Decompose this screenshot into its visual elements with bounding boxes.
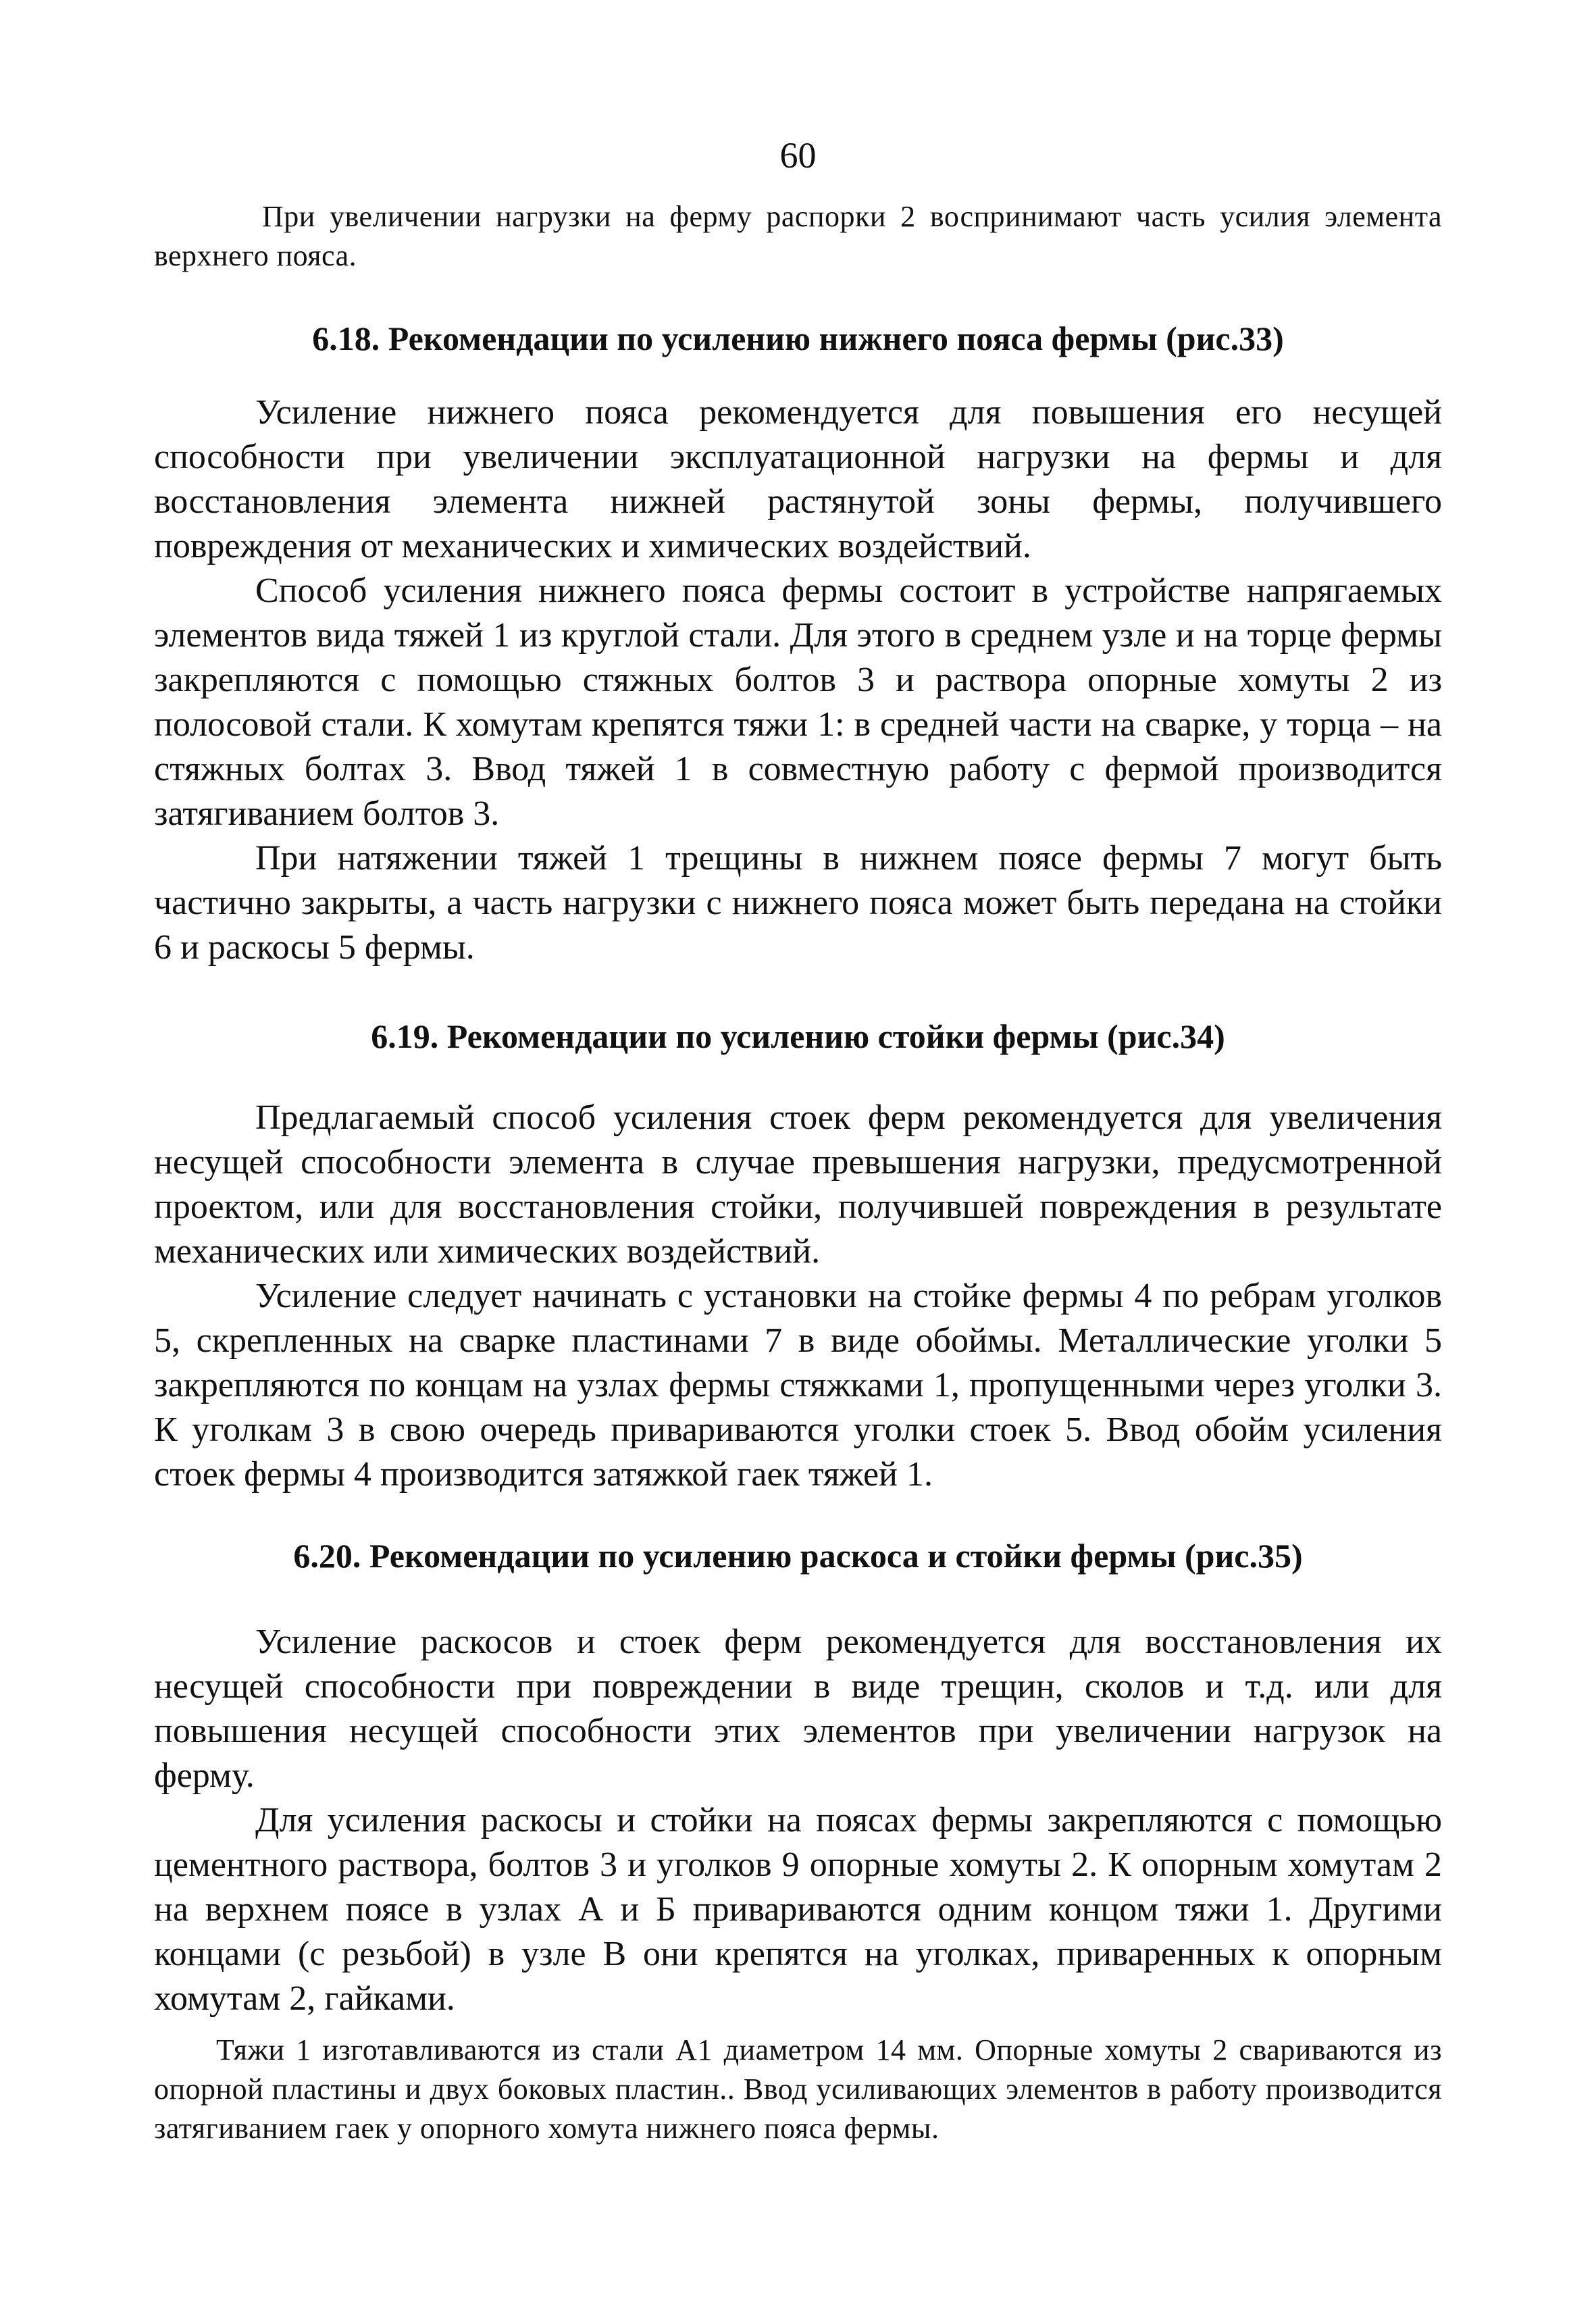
paragraph: Предлагаемый способ усиления стоек ферм рекомендуется для увеличения несущей способности элемента в случае превышения нагрузки, предусмотренной проектом, или для восстановления стойки, получившей повреждения в результате механических или химических воздействий. [154,1098,1442,1271]
paragraph: Усиление следует начинать с установки на стойке фермы 4 по ребрам уголков 5, скрепленных на сварке пластинами 7 в виде обоймы. Металлические уголки 5 закрепляются по концам на узлах фермы стяжками 1, пропущенными через уголки 3. К уголкам 3 в свою очередь привариваются уголки стоек 5. Ввод обойм усиления стоек фермы 4 производится затяжкой гаек тяжей 1. [154,1277,1442,1494]
section-body-6-20-last [154,2031,1442,2148]
paragraph: Усиление нижнего пояса рекомендуется для повышения его несущей способности при увеличении эксплуатационной нагрузки на фермы и для восстановления элемента нижней растянутой зоны фермы, получившего повреждения от механических и химических воздействий. [154,393,1442,565]
paragraph: Тяжи 1 изготавливаются из стали А1 диаметром 14 мм. Опорные хомуты 2 свариваются из опорной пластины и двух боковых пластин.. Ввод усиливающих элементов в работу производится затягиванием гаек у опорного хомута нижнего пояса фермы. [154,2033,1442,2145]
section-body-6-18 [154,390,1442,970]
section-heading-6-20: 6.20. Рекомендации по усилению раскоса и стойки фермы (рис.35) [293,1537,1303,1575]
section-body-6-19 [154,1096,1442,1497]
section-body-6-20 [154,1620,1442,2021]
section-heading-6-18: 6.18. Рекомендации по усилению нижнего пояса фермы (рис.33) [312,320,1284,357]
paragraph: Способ усиления нижнего пояса фермы состоит в устройстве напрягаемых элементов вида тяжей 1 из круглой стали. Для этого в среднем узле и на торце фермы закрепляются с помощью стяжных болтов 3 и раствора опорные хомуты 2 из полосовой стали. К хомутам крепятся тяжи 1: в средней части на сварке, у торца – на стяжных болтах 3. Ввод тяжей 1 в совместную работу с фермой производится затягиванием болтов 3. [154,571,1442,833]
paragraph: При натяжении тяжей 1 трещины в нижнем поясе фермы 7 могут быть частично закрыты, а часть нагрузки с нижнего пояса может быть передана на стойки 6 и раскосы 5 фермы. [154,839,1442,967]
page-number: 60 [779,135,817,176]
paragraph: Усиление раскосов и стоек ферм рекомендуется для восстановления их несущей способности при повреждении в виде трещин, сколов и т.д. или для повышения несущей способности этих элементов при увеличении нагрузок на ферму. [154,1623,1442,1795]
paragraph: Для усиления раскосы и стойки на поясах фермы закрепляются с помощью цементного раствора, болтов 3 и уголков 9 опорные хомуты 2. К опорным хомутам 2 на верхнем поясе в узлах А и Б привариваются одним концом тяжи 1. Другими концами (с резьбой) в узле В они крепятся на уголках, приваренных к опорным хомутам 2, гайками. [154,1801,1442,2018]
intro-paragraph: При увеличении нагрузки на ферму распорки 2 воспринимают часть усилия элемента верхнего пояса. [154,200,1442,272]
section-heading-6-19: 6.19. Рекомендации по усилению стойки фермы (рис.34) [371,1017,1225,1055]
